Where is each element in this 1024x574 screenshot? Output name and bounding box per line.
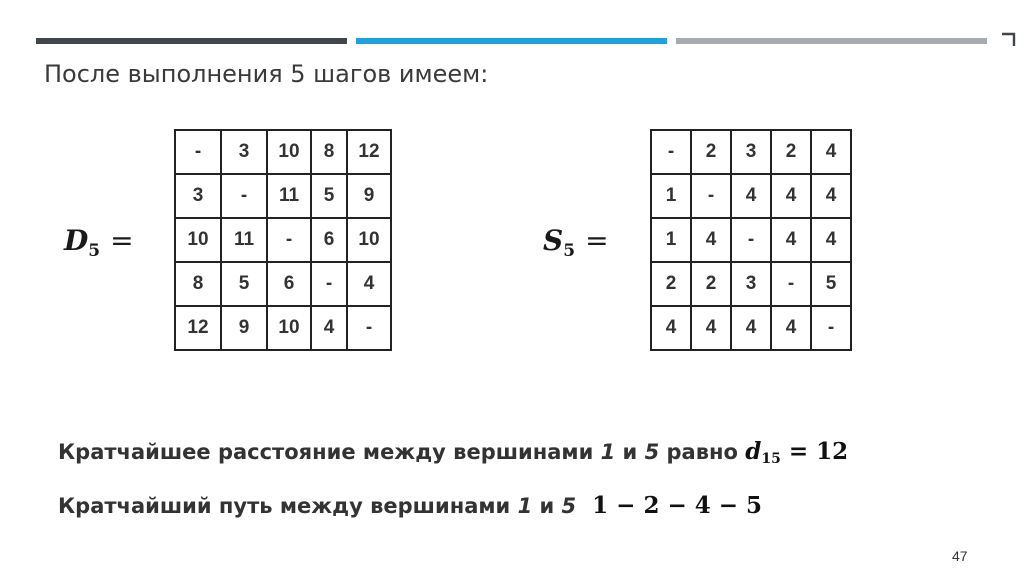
d15-symbol: d xyxy=(745,438,762,465)
matrix-cell: 4 xyxy=(691,306,731,350)
matrix-cell: 10 xyxy=(347,218,391,262)
matrix-cell: 2 xyxy=(691,262,731,306)
shortest-path-text xyxy=(58,492,762,519)
matrix-cell: - xyxy=(347,306,391,350)
s-subscript: 5 xyxy=(563,241,576,261)
matrix-cell: 2 xyxy=(771,130,811,174)
matrix-cell: - xyxy=(267,218,311,262)
line1-pre: Кратчайшее расстояние между вершинами xyxy=(58,440,601,464)
matrix-cell: 3 xyxy=(731,130,771,174)
page-number: 47 xyxy=(952,548,968,564)
line2-pre: Кратчайший путь между вершинами xyxy=(58,494,518,518)
matrix-row xyxy=(651,306,851,350)
matrix-cell: 1 xyxy=(651,218,691,262)
path-expression: 1 − 2 − 4 − 5 xyxy=(576,492,763,519)
line2-mid: и xyxy=(532,494,562,518)
matrix-row xyxy=(175,262,391,306)
matrix-cell: 12 xyxy=(347,130,391,174)
matrix-cell: - xyxy=(175,130,221,174)
matrix-cell: 4 xyxy=(311,306,347,350)
successor-matrix xyxy=(650,129,852,351)
s-symbol: S xyxy=(543,224,564,257)
matrix-cell: 8 xyxy=(311,130,347,174)
matrix-cell: 4 xyxy=(771,218,811,262)
shortest-distance-text xyxy=(58,438,848,467)
matrix-cell: - xyxy=(651,130,691,174)
line2-vertex-5: 5 xyxy=(561,494,577,518)
matrix-row xyxy=(175,306,391,350)
matrix-cell: 10 xyxy=(175,218,221,262)
matrix-cell: 10 xyxy=(267,130,311,174)
s5-label xyxy=(543,224,609,261)
matrix-cell: 2 xyxy=(651,262,691,306)
matrix-cell: 6 xyxy=(267,262,311,306)
matrix-cell: 5 xyxy=(221,262,267,306)
matrix-row xyxy=(651,130,851,174)
matrix-cell: - xyxy=(731,218,771,262)
matrix-cell: 1 xyxy=(651,174,691,218)
line1-vertex-5: 5 xyxy=(644,440,660,464)
chevron-corner-icon xyxy=(998,30,1020,52)
matrix-cell: - xyxy=(311,262,347,306)
matrix-cell: 3 xyxy=(175,174,221,218)
matrix-cell: 10 xyxy=(267,306,311,350)
slide-title: После выполнения 5 шагов имеем: xyxy=(44,60,489,88)
matrix-row xyxy=(651,174,851,218)
d15-expression xyxy=(745,438,848,465)
d-equals: = xyxy=(110,224,134,257)
matrix-cell: - xyxy=(771,262,811,306)
matrix-row xyxy=(651,218,851,262)
d-subscript: 5 xyxy=(88,241,101,261)
matrix-row xyxy=(175,218,391,262)
header-bar-blue xyxy=(356,38,667,44)
matrix-cell: 4 xyxy=(651,306,691,350)
matrix-cell: 4 xyxy=(347,262,391,306)
d15-value: = 12 xyxy=(780,438,849,465)
header-bar-gray xyxy=(676,38,987,44)
matrix-cell: 4 xyxy=(811,218,851,262)
matrix-cell: 4 xyxy=(771,174,811,218)
matrix-cell: 12 xyxy=(175,306,221,350)
matrix-cell: 6 xyxy=(311,218,347,262)
matrix-row xyxy=(175,130,391,174)
matrix-cell: 4 xyxy=(811,130,851,174)
matrix-row xyxy=(651,262,851,306)
matrix-cell: 9 xyxy=(347,174,391,218)
s-equals: = xyxy=(585,224,609,257)
matrix-cell: 3 xyxy=(731,262,771,306)
matrix-cell: 4 xyxy=(731,174,771,218)
matrix-cell: 5 xyxy=(311,174,347,218)
line1-post: равно xyxy=(659,440,746,464)
matrix-cell: 8 xyxy=(175,262,221,306)
line1-vertex-1: 1 xyxy=(600,440,616,464)
matrix-cell: 11 xyxy=(221,218,267,262)
matrix-cell: 4 xyxy=(811,174,851,218)
matrix-cell: - xyxy=(811,306,851,350)
matrix-cell: - xyxy=(221,174,267,218)
matrix-cell: 3 xyxy=(221,130,267,174)
line1-mid: и xyxy=(615,440,645,464)
d-symbol: D xyxy=(64,224,89,257)
matrix-cell: 11 xyxy=(267,174,311,218)
distance-matrix xyxy=(174,129,392,351)
matrix-cell: 2 xyxy=(691,130,731,174)
line2-vertex-1: 1 xyxy=(517,494,533,518)
matrix-cell: 4 xyxy=(691,218,731,262)
matrix-cell: - xyxy=(691,174,731,218)
matrix-cell: 5 xyxy=(811,262,851,306)
header-bar-dark xyxy=(36,38,347,44)
matrix-cell: 4 xyxy=(731,306,771,350)
d15-subscript: 15 xyxy=(761,451,781,467)
d5-label xyxy=(64,224,134,261)
matrix-row xyxy=(175,174,391,218)
matrix-cell: 9 xyxy=(221,306,267,350)
matrix-cell: 4 xyxy=(771,306,811,350)
